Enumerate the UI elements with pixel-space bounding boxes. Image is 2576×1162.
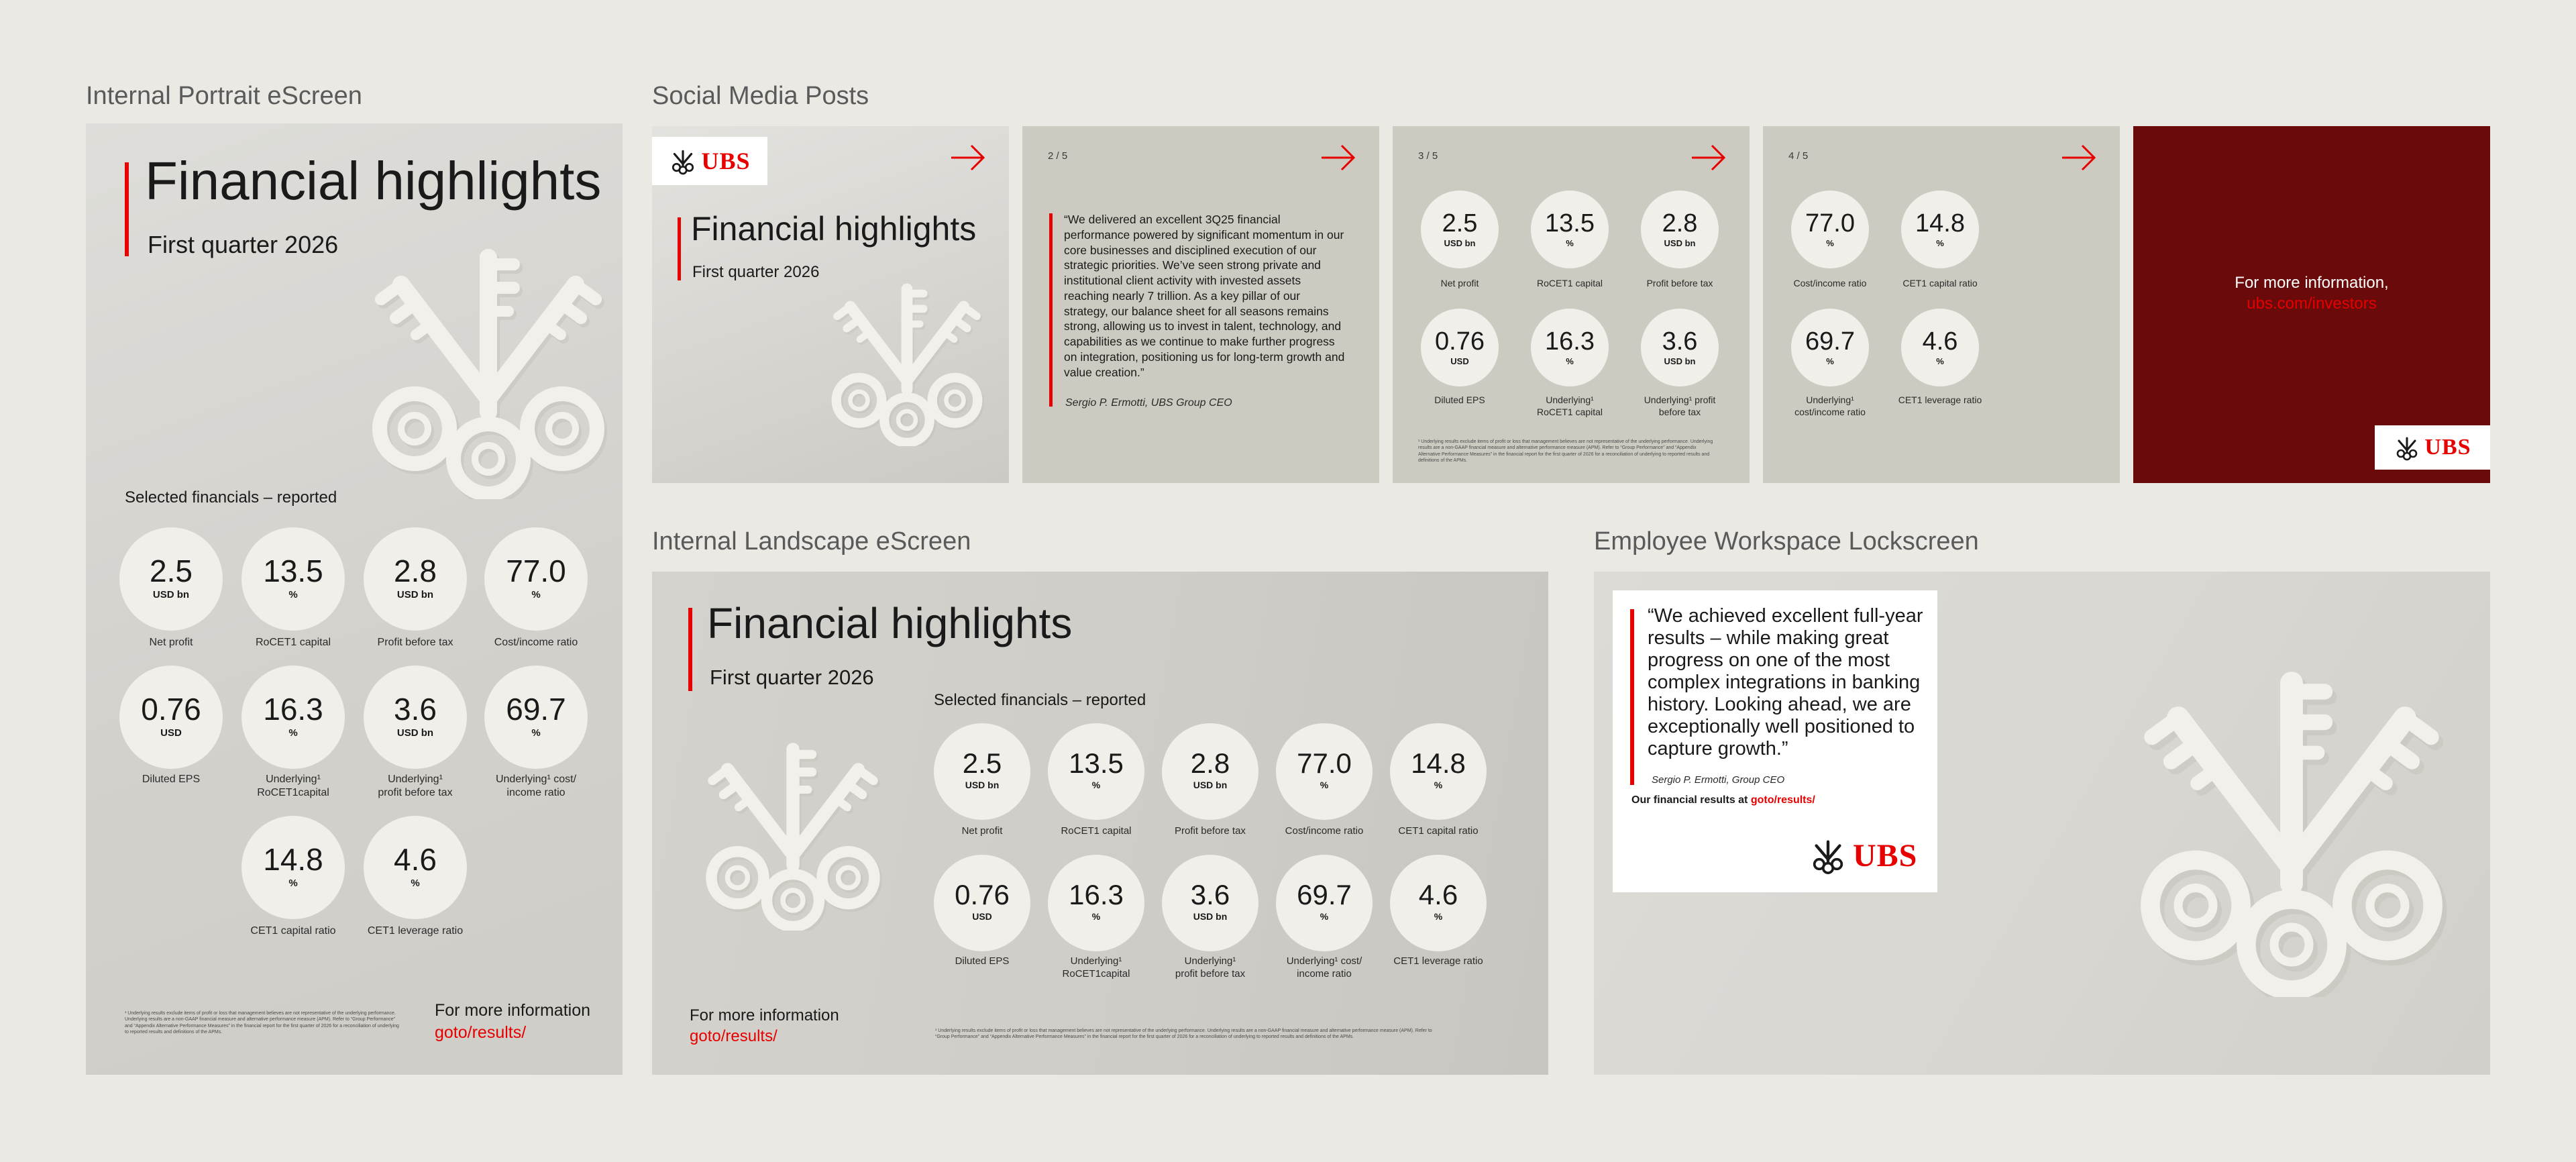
section-title-lockscreen: Employee Workspace Lockscreen: [1594, 527, 1979, 556]
ubs-keys-icon: [1809, 836, 1847, 875]
page-number: 3 / 5: [1418, 150, 1438, 162]
metric-label: Underlying¹ profit before tax: [378, 774, 453, 798]
metric-label: Cost/income ratio: [1793, 278, 1867, 288]
keys-emblem-icon: [692, 739, 894, 931]
landscape-escreen: [652, 572, 1548, 1075]
metric-label: Underlying¹ RoCET1capital: [1062, 955, 1130, 980]
metric-label: Underlying¹ cost/ income ratio: [495, 774, 577, 798]
metric-label: CET1 leverage ratio: [1393, 955, 1483, 967]
metric-underlying-rocet1: 16.3 %: [1048, 855, 1144, 951]
social-tile-3: [1393, 126, 1750, 483]
metric-underlying-pbt: 3.6 USD bn: [1641, 309, 1719, 386]
page-subtitle: First quarter 2026: [148, 231, 339, 258]
metric-net-profit: 2.5 USD bn: [1421, 191, 1499, 268]
metric-label: CET1 capital ratio: [250, 925, 336, 937]
metric-label: Net profit: [1440, 278, 1479, 288]
metric-diluted-eps: 0.76 USD: [119, 666, 223, 769]
metric-diluted-eps: 0.76 USD: [934, 855, 1030, 951]
metric-underlying-cost-income: 69.7 %: [1276, 855, 1373, 951]
metric-label: Underlying¹ cost/income ratio: [1794, 394, 1866, 417]
ubs-logo: UBS: [1809, 836, 1917, 875]
ubs-logo: UBS: [652, 137, 767, 185]
section-title-social: Social Media Posts: [652, 82, 869, 110]
metric-label: Underlying¹ profit before tax: [1644, 394, 1716, 417]
accent-bar: [125, 162, 129, 256]
page-number: 4 / 5: [1788, 150, 1809, 162]
accent-bar: [1049, 213, 1053, 407]
footnote: ¹ Underlying results exclude items of profit or loss that management believes are not representative of the underlying performance. Underlying results are a non-GAAP financial measure and alternative performance measure (APM). Refer to “Group Performance” and “Appendix Alternative Performance Measures” in the financial report for the first quarter of 2026 for a reconciliation of underlying to reported results and definitions of the APMs.: [125, 1011, 399, 1035]
metric-net-profit: 2.5 USD bn: [119, 527, 223, 631]
metric-cet1-leverage: 4.6 %: [364, 816, 467, 919]
metric-label: Underlying¹ profit before tax: [1175, 955, 1246, 980]
ubs-keys-icon: [2394, 434, 2420, 461]
section-title-landscape: Internal Landscape eScreen: [652, 527, 971, 556]
metric-label: CET1 leverage ratio: [1898, 394, 1982, 405]
footnote: ¹ Underlying results exclude items of profit or loss that management believes are not representative of the underlying performance. Underlying results are a non-GAAP financial measure and alternative performance measure (APM). Refer to “Group Performance” and “Appendix Alternative Performance Measures” in the financial report for the first quarter of 2026 for a reconciliation of underlying to reported results and definitions of the APMs.: [1418, 439, 1713, 464]
selected-financials-label: Selected financials – reported: [934, 691, 1146, 709]
metric-label: CET1 capital ratio: [1398, 825, 1479, 837]
metric-underlying-rocet1: 16.3 %: [241, 666, 345, 769]
metric-cost-income: 77.0 %: [484, 527, 588, 631]
metric-cet1-capital: 14.8 %: [1390, 723, 1487, 820]
metric-label: Diluted EPS: [1434, 394, 1485, 405]
metric-label: RoCET1 capital: [1061, 825, 1132, 837]
more-info: For more information, ubs.com/investors: [2133, 272, 2490, 314]
keys-emblem-icon: [820, 280, 994, 446]
metric-label: Diluted EPS: [142, 774, 201, 785]
page-subtitle: First quarter 2026: [710, 666, 874, 689]
metric-cet1-leverage: 4.6 %: [1390, 855, 1487, 951]
arrow-right-icon[interactable]: [950, 144, 986, 172]
section-title-portrait: Internal Portrait eScreen: [86, 82, 362, 110]
ubs-keys-icon: [669, 147, 697, 175]
metric-cet1-capital: 14.8 %: [241, 816, 345, 919]
metric-label: Net profit: [149, 637, 193, 648]
metric-underlying-pbt: 3.6 USD bn: [364, 666, 467, 769]
metric-label: Profit before tax: [1646, 278, 1713, 288]
more-info: For more information goto/results/: [435, 1000, 590, 1043]
metric-underlying-pbt: 3.6 USD bn: [1162, 855, 1258, 951]
quote-card: [1613, 590, 1937, 892]
metric-label: Profit before tax: [377, 637, 453, 648]
social-tile-4: [1763, 126, 2120, 483]
social-tile-2: [1022, 126, 1379, 483]
tile-title: Financial highlights: [691, 210, 977, 248]
page-number: 2 / 5: [1048, 150, 1068, 162]
results-line: Our financial results at goto/results/: [1631, 794, 1815, 806]
metric-label: CET1 capital ratio: [1902, 278, 1978, 288]
portrait-escreen: [86, 123, 623, 1075]
selected-financials-label: Selected financials – reported: [125, 488, 337, 507]
social-tile-1: [652, 126, 1009, 483]
results-link[interactable]: goto/results/: [690, 1027, 777, 1046]
metric-net-profit: 2.5 USD bn: [934, 723, 1030, 820]
arrow-right-icon[interactable]: [1320, 144, 1356, 172]
accent-bar: [688, 608, 692, 691]
more-info: For more information goto/results/: [690, 1005, 839, 1047]
metric-rocet1: 13.5 %: [1048, 723, 1144, 820]
social-tile-5: [2133, 126, 2490, 483]
quote-author: Sergio P. Ermotti, UBS Group CEO: [1065, 397, 1232, 409]
metric-label: RoCET1 capital: [1536, 278, 1603, 288]
page-title: Financial highlights: [145, 151, 602, 211]
metric-label: Underlying¹ RoCET1capital: [257, 774, 329, 798]
footnote: ¹ Underlying results exclude items of profit or loss that management believes are not representative of the underlying performance. Underlying results are a non-GAAP financial measure and alternative performance measure (APM). Refer to “Group Performance” and “Appendix Alternative Performance Measures” in the financial report for the first quarter of 2026 for a reconciliation of underlying to reported results and definitions of the APMs.: [935, 1028, 1432, 1040]
metric-label: Cost/income ratio: [1285, 825, 1364, 837]
metric-label: Profit before tax: [1175, 825, 1246, 837]
investors-link[interactable]: ubs.com/investors: [2247, 295, 2377, 313]
metric-profit-before-tax: 2.8 USD bn: [1162, 723, 1258, 820]
metric-diluted-eps: 0.76 USD: [1421, 309, 1499, 386]
accent-bar: [678, 217, 681, 280]
metric-label: Underlying¹ cost/ income ratio: [1286, 955, 1362, 980]
metric-cost-income: 77.0 %: [1791, 191, 1869, 268]
ubs-logo: UBS: [2375, 425, 2490, 470]
metric-label: Net profit: [961, 825, 1003, 837]
lockscreen: [1594, 572, 2490, 1075]
metric-profit-before-tax: 2.8 USD bn: [364, 527, 467, 631]
metric-underlying-cost-income: 69.7 %: [1791, 309, 1869, 386]
tile-subtitle: First quarter 2026: [692, 263, 820, 281]
metric-rocet1: 13.5 %: [241, 527, 345, 631]
ceo-quote: “We achieved excellent full-year results – while making great progress on one of the most complex integrations in banking history. Looking ahead, we are exceptionally well positioned to capture growth.”: [1648, 605, 1923, 760]
arrow-right-icon[interactable]: [1690, 144, 1727, 172]
accent-bar: [1630, 609, 1634, 785]
metric-label: Underlying¹ RoCET1 capital: [1536, 394, 1603, 417]
metric-underlying-cost-income: 69.7 %: [484, 666, 588, 769]
metric-label: RoCET1 capital: [255, 637, 331, 648]
keys-emblem-icon: [2117, 666, 2466, 997]
metric-cost-income: 77.0 %: [1276, 723, 1373, 820]
metric-underlying-rocet1: 16.3 %: [1531, 309, 1609, 386]
ceo-quote: “We delivered an excellent 3Q25 financial performance powered by significant momentum in our core businesses and disciplined execution of our strategic priorities. We’ve seen strong private and institutional client activity with invested assets reaching nearly 7 trillion. As a key pillar of our strategy, our balance sheet for all seasons remains strong, allowing us to invest in talent, technology, and capabilities as we continue to make further progress on integration, positioning us for long-term growth and value creation.”: [1064, 213, 1345, 379]
metric-cet1-leverage: 4.6 %: [1901, 309, 1979, 386]
metric-rocet1: 13.5 %: [1531, 191, 1609, 268]
keys-emblem-icon: [354, 244, 623, 499]
arrow-right-icon[interactable]: [2061, 144, 2097, 172]
results-link[interactable]: goto/results/: [435, 1022, 527, 1042]
metric-label: Cost/income ratio: [494, 637, 578, 648]
results-link[interactable]: goto/results/: [1750, 794, 1815, 806]
quote-author: Sergio P. Ermotti, Group CEO: [1652, 774, 1785, 786]
metric-label: Diluted EPS: [955, 955, 1010, 967]
page-title: Financial highlights: [707, 599, 1073, 647]
metric-cet1-capital: 14.8 %: [1901, 191, 1979, 268]
metric-label: CET1 leverage ratio: [367, 925, 464, 937]
metric-profit-before-tax: 2.8 USD bn: [1641, 191, 1719, 268]
